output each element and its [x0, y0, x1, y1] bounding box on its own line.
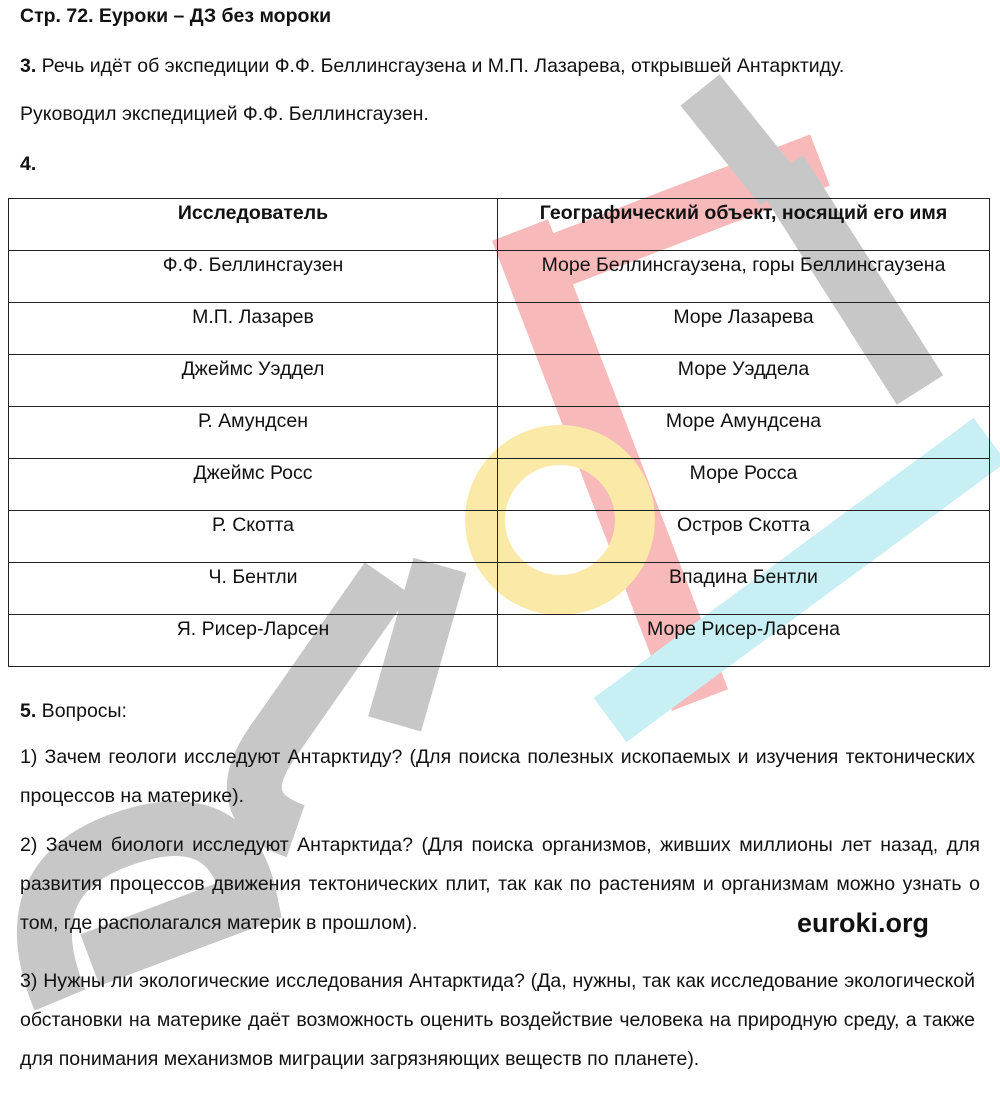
- explorer-cell: Джеймс Росс: [9, 459, 498, 511]
- task-3-answer: Руководил экспедицией Ф.Ф. Беллинсгаузен.: [20, 103, 429, 125]
- table-row: [9, 615, 990, 667]
- object-cell: Море Беллинсгаузена, горы Беллинсгаузена: [498, 251, 990, 303]
- table-row: [9, 303, 990, 355]
- table-row: [9, 355, 990, 407]
- explorer-cell: М.П. Лазарев: [9, 303, 498, 355]
- table-row: [9, 251, 990, 303]
- table-row: [9, 407, 990, 459]
- table-row: [9, 459, 990, 511]
- table-row: [9, 511, 990, 563]
- page-title: Стр. 72. Еуроки – ДЗ без мороки: [20, 5, 332, 27]
- explorer-cell: Ч. Бентли: [9, 563, 498, 615]
- object-cell: Море Амундсена: [498, 407, 990, 459]
- question-2: 2) Зачем биологи исследуют Антарктида? (Для поиска организмов, живших миллионы лет назад, для развития процессов движения тектонических плит, так как по растениям и организмам можно узнать о том, где располагался материк в прошлом).: [20, 834, 980, 934]
- table-header-row: [9, 199, 990, 251]
- object-cell: Море Уэддела: [498, 355, 990, 407]
- task-5-heading: 5. Вопросы:: [20, 700, 127, 722]
- explorer-cell: Я. Рисер-Ларсен: [9, 615, 498, 667]
- explorer-cell: Джеймс Уэддел: [9, 355, 498, 407]
- header-explorer: Исследователь: [9, 199, 498, 251]
- euroki-logo-text: euroki.org: [797, 908, 930, 938]
- question-3: 3) Нужны ли экологические исследования Антарктида? (Да, нужны, так как исследование экологической обстановки на материке даёт возможность оценить воздействие человека на природную среду, а также для понимания механизмов миграции загрязняющих веществ по планете).: [20, 970, 975, 1070]
- header-object: Географический объект, носящий его имя: [498, 199, 990, 251]
- question-1: 1) Зачем геологи исследуют Антарктиду? (Для поиска полезных ископаемых и изучения тектонических процессов на материке).: [20, 746, 975, 807]
- explorer-cell: Р. Скотта: [9, 511, 498, 563]
- task-3-text: 3. Речь идёт об экспедиции Ф.Ф. Беллинсгаузена и М.П. Лазарева, открывшей Антарктиду.: [20, 55, 845, 77]
- object-cell: Море Рисер-Ларсена: [498, 615, 990, 667]
- task-4-number: 4.: [20, 153, 37, 175]
- object-cell: Море Лазарева: [498, 303, 990, 355]
- object-cell: Море Росса: [498, 459, 990, 511]
- explorer-cell: Ф.Ф. Беллинсгаузен: [9, 251, 498, 303]
- explorers-table: [8, 198, 990, 667]
- table-row: [9, 563, 990, 615]
- object-cell: Впадина Бентли: [498, 563, 990, 615]
- explorer-cell: Р. Амундсен: [9, 407, 498, 459]
- object-cell: Остров Скотта: [498, 511, 990, 563]
